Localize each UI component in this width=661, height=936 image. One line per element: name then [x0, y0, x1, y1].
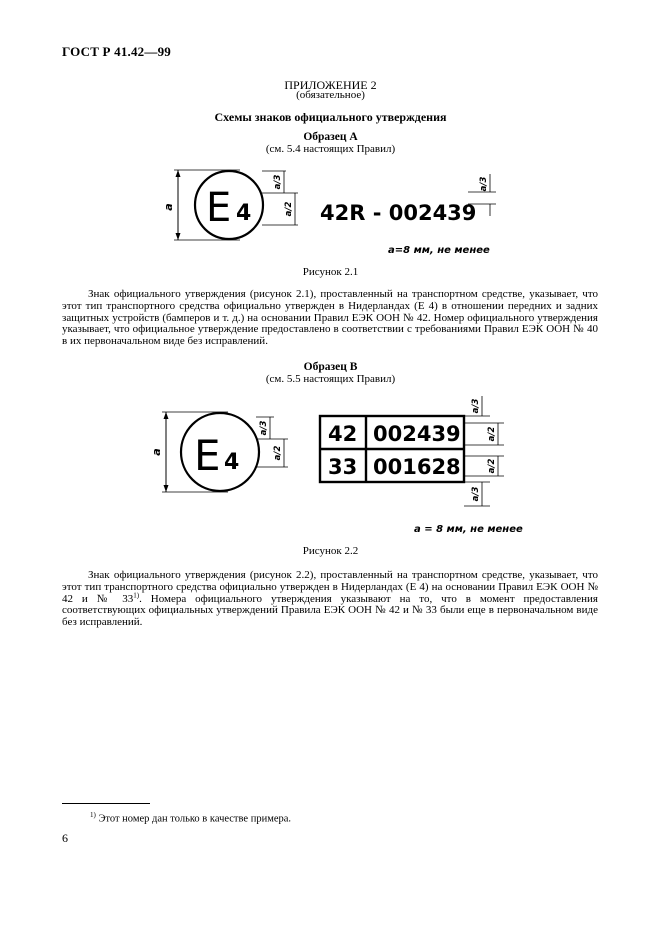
sample-a-title: Образец А [303, 131, 358, 143]
sample-b-title: Образец В [303, 361, 358, 373]
footnote [90, 811, 291, 825]
arrow-down [176, 233, 181, 240]
arrow-up [176, 170, 181, 177]
dim-a-label: a [162, 203, 175, 211]
dim-a3-label: a/3 [273, 174, 283, 190]
dim-right-a3-label: a/3 [479, 176, 489, 192]
approval-mark-figure-a [150, 160, 510, 260]
row2-regulation: 33 [328, 455, 358, 479]
paragraph-figure-2-1: Знак официального утверждения (рисунок 2.1), проставленный на транспортном средстве, указывает, что этот тип транспортного средства официально утвержден в Нидерландах (Е 4) в отношении передних и задних защитных устройств (бамперов и т. д.) на основании Правил ЕЭК ООН № 42. Номер официального утверждения указывает, что официальное утверждение предоставлено в соответствии с требованиями Правил ЕЭК ООН № 40 в их первоначальном виде без исправлений. [62, 288, 598, 348]
row1-regulation: 42 [328, 422, 358, 446]
figure-caption-2-2: Рисунок 2.2 [302, 545, 359, 557]
dim-a2-label: a/2 [273, 445, 283, 461]
dim-a-label: a [150, 448, 163, 456]
dimension-note: a=8 мм, не менее [388, 245, 490, 256]
dim-a3-label: a/3 [259, 420, 269, 436]
appendix-subtitle: (обязательное) [296, 89, 365, 101]
dim-right-a3-bottom-label: a/3 [471, 486, 481, 502]
approval-mark-figure-b [148, 390, 523, 540]
arrow-down [164, 485, 169, 492]
paragraph-part1: Знак официального утверждения (рисунок 2.2), проставленный на транспортном средстве, указывает, что этот тип транспортного средства официально утвержден в Нидерландах (Е 4) на основании Правил ЕЭК ООН № 42 и № 33 [62, 569, 598, 605]
approval-number: 42R - 002439 [320, 201, 477, 225]
row2-approval: 001628 [373, 455, 461, 479]
footnote-reference[interactable]: 1) [133, 590, 140, 599]
footnote-marker: 1) [90, 811, 96, 819]
circle-number: 4 [236, 201, 252, 226]
arrow-up [164, 412, 169, 419]
dim-right-a2-top-label: a/2 [487, 426, 497, 442]
dim-a2-label: a/2 [284, 201, 294, 217]
paragraph-figure-2-2 [62, 570, 598, 629]
sample-b-reference: (см. 5.5 настоящих Правил) [265, 373, 396, 385]
circle-letter-e: E [206, 185, 232, 231]
page-number: 6 [62, 831, 68, 845]
sample-a-reference: (см. 5.4 настоящих Правил) [265, 143, 396, 155]
appendix-title: ПРИЛОЖЕНИЕ 2 [284, 78, 377, 92]
dim-right-a2-bottom-label: a/2 [487, 458, 497, 474]
document-code: ГОСТ Р 41.42—99 [62, 44, 171, 59]
row1-approval: 002439 [373, 422, 461, 446]
dimension-note: a = 8 мм, не менее [414, 524, 523, 535]
circle-number: 4 [224, 450, 240, 475]
circle-letter-e: E [194, 431, 221, 480]
footnote-text: Этот номер дан только в качестве примера. [95, 813, 292, 825]
section-title: Схемы знаков официального утверждения [214, 110, 447, 124]
dim-right-a3-top-label: a/3 [471, 398, 481, 414]
figure-caption-2-1: Рисунок 2.1 [302, 266, 359, 278]
footnote-separator [62, 803, 150, 804]
paragraph-part2: . Номера официального утверждения указывают на то, что в момент предоставления соответствующих официальных утверждений Правила ЕЭК ООН № 42 и № 33 были еще в первоначальном виде без исправлений. [62, 592, 598, 629]
